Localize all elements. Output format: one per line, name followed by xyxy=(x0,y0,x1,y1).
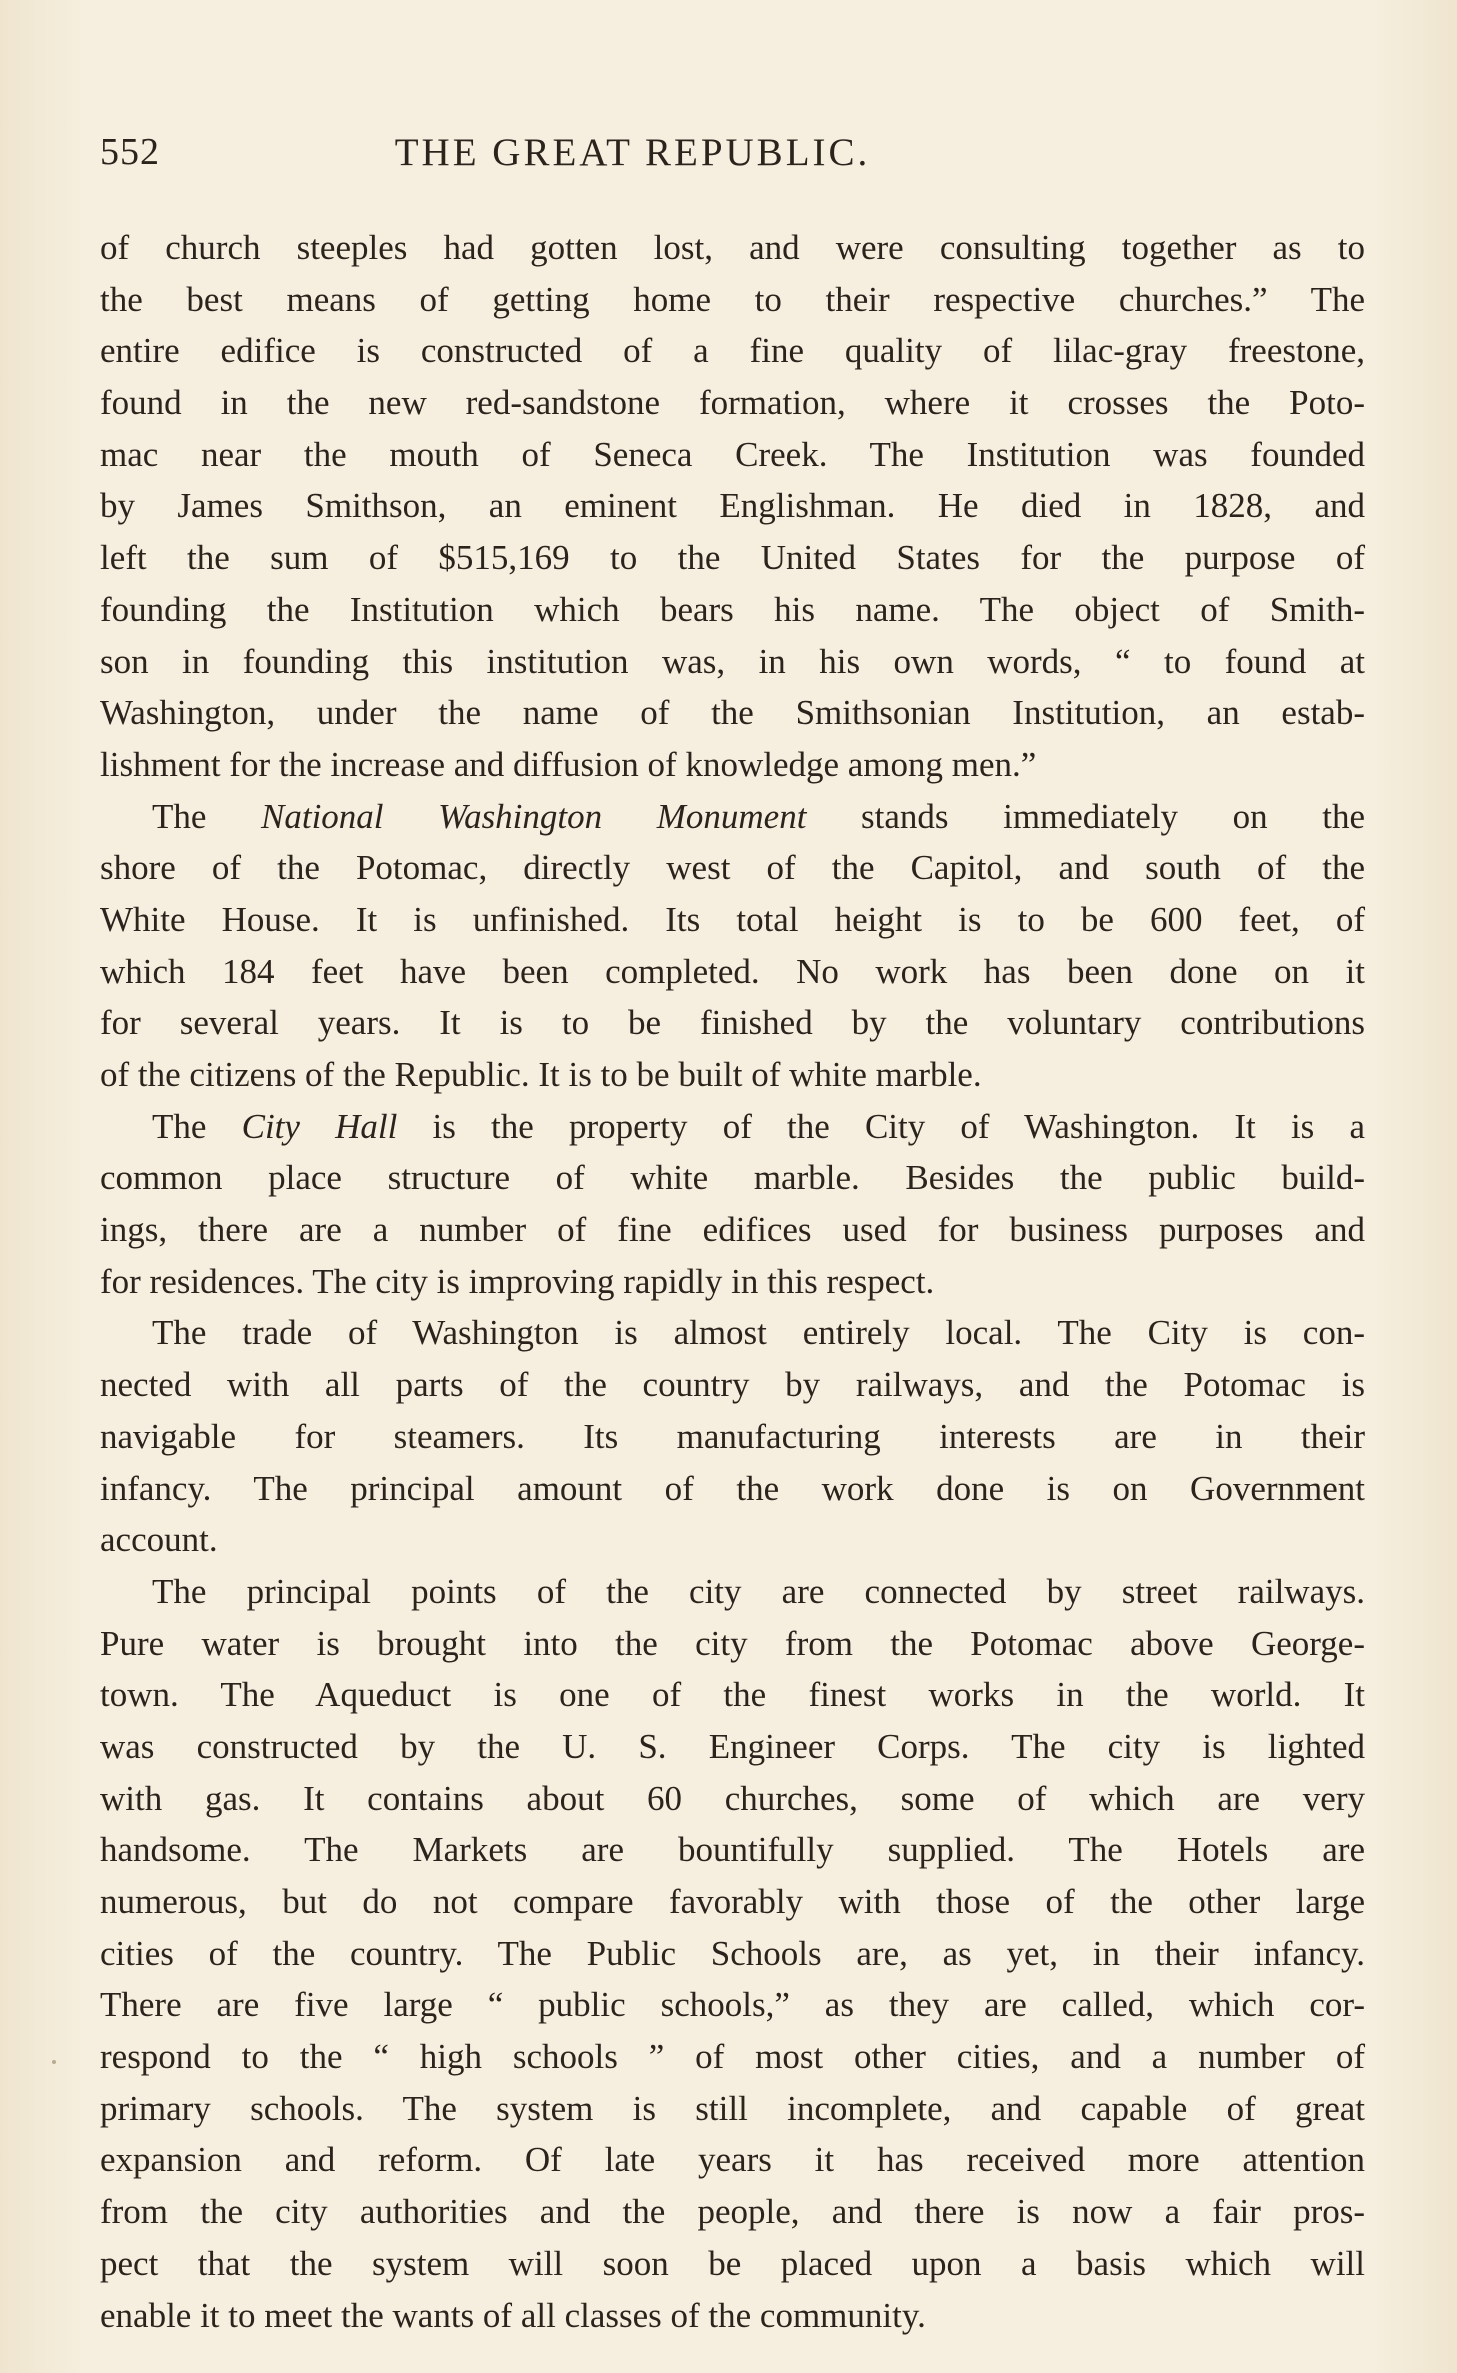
text-line: respond to the “ high schools ” of most other cities, and a number of xyxy=(100,2037,1365,2077)
text-line: account. xyxy=(100,1520,218,1560)
text-line: There are five large “ public schools,” as they are called, which cor- xyxy=(100,1985,1365,2025)
text-line: The City Hall is the property of the City of Washington. It is a xyxy=(152,1106,1365,1146)
text-line: son in founding this institution was, in his own words, “ to found at xyxy=(100,641,1365,681)
text-line: common place structure of white marble. Besides the public build- xyxy=(100,1158,1365,1198)
text-line: nected with all parts of the country by railways, and the Potomac is xyxy=(100,1365,1365,1405)
page-number: 552 xyxy=(100,131,160,173)
text-line: pect that the system will soon be placed upon a basis which will xyxy=(100,2243,1365,2283)
text-line: Washington, under the name of the Smithsonian Institution, an estab- xyxy=(100,693,1365,733)
text-line: The principal points of the city are connected by street railways. xyxy=(152,1571,1365,1611)
text-line: found in the new red-sandstone formation, where it crosses the Poto- xyxy=(100,383,1365,423)
text-line: Pure water is brought into the city from the Potomac above George- xyxy=(100,1623,1365,1663)
text-line: the best means of getting home to their respective churches.” The xyxy=(100,279,1365,319)
text-line: numerous, but do not compare favorably with those of the other large xyxy=(100,1882,1365,1921)
text-line: town. The Aqueduct is one of the finest works in the world. It xyxy=(100,1675,1365,1715)
page-header xyxy=(100,130,1365,190)
text-line: cities of the country. The Public Schools are, as yet, in their infancy. xyxy=(100,1933,1365,1973)
text-line: with gas. It contains about 60 churches, some of which are very xyxy=(100,1778,1365,1818)
text-line: was constructed by the U. S. Engineer Corps. The city is lighted xyxy=(100,1726,1365,1766)
text-line: lishment for the increase and diffusion of knowledge among men.” xyxy=(100,744,1037,784)
text-line: by James Smithson, an eminent Englishman. He died in 1828, and xyxy=(100,486,1365,526)
body-text xyxy=(100,222,1365,2341)
text-line: founding the Institution which bears his name. The object of Smith- xyxy=(100,589,1365,629)
text-line: left the sum of $515,169 to the United States for the purpose of xyxy=(100,538,1365,578)
text-line: infancy. The principal amount of the work done is on Government xyxy=(100,1468,1365,1508)
text-line: from the city authorities and the people, and there is now a fair pros- xyxy=(100,2192,1365,2232)
text-line: of the citizens of the Republic. It is to be built of white marble. xyxy=(100,1055,982,1094)
text-line: entire edifice is constructed of a fine quality of lilac-gray freestone, xyxy=(100,331,1365,371)
text-line: shore of the Potomac, directly west of the Capitol, and south of the xyxy=(100,848,1365,888)
text-line: for residences. The city is improving rapidly in this respect. xyxy=(100,1261,935,1301)
text-line: handsome. The Markets are bountifully supplied. The Hotels are xyxy=(100,1830,1365,1870)
text-line: The trade of Washington is almost entirely local. The City is con- xyxy=(152,1313,1365,1353)
text-line: ings, there are a number of fine edifices used for business purposes and xyxy=(100,1210,1365,1250)
text-line: expansion and reform. Of late years it has received more attention xyxy=(100,2140,1365,2180)
text-line: navigable for steamers. Its manufacturing interests are in their xyxy=(100,1416,1365,1456)
text-line: White House. It is unfinished. Its total height is to be 600 feet, of xyxy=(100,899,1365,939)
text-line: enable it to meet the wants of all classes of the community. xyxy=(100,2295,926,2335)
text-line: which 184 feet have been completed. No work has been done on it xyxy=(100,951,1365,991)
text-line: The National Washington Monument stands immediately on the xyxy=(152,796,1365,836)
running-title: THE GREAT REPUBLIC. xyxy=(394,131,871,174)
text-line: mac near the mouth of Seneca Creek. The Institution was founded xyxy=(100,434,1365,474)
paper-speck xyxy=(52,2060,56,2064)
text-line: for several years. It is to be finished by the voluntary contributions xyxy=(100,1003,1365,1043)
text-line: primary schools. The system is still incomplete, and capable of great xyxy=(100,2088,1365,2128)
text-line: of church steeples had gotten lost, and were consulting together as to xyxy=(100,228,1365,267)
